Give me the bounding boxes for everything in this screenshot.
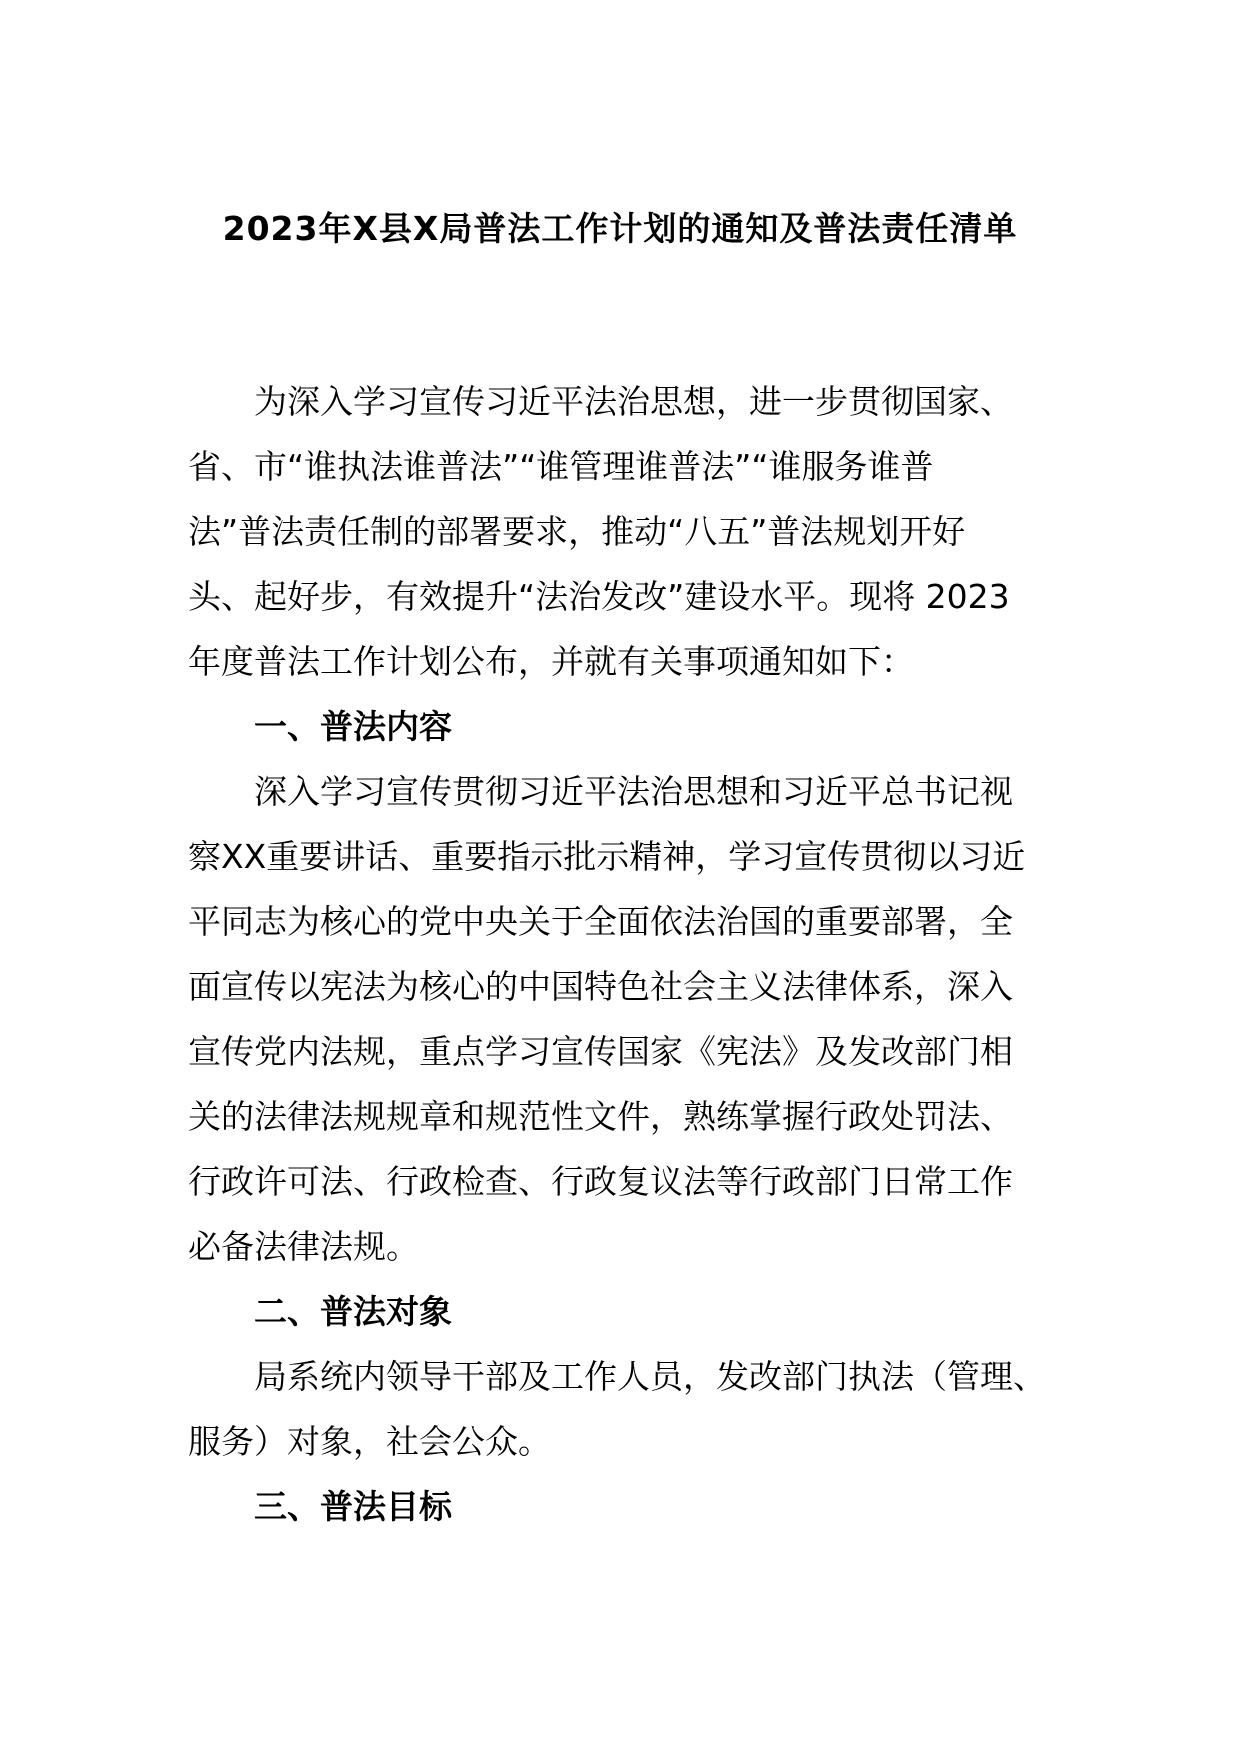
section1-line: 平同志为核心的党中央关于全面依法治国的重要部署，全: [188, 902, 1013, 941]
section-heading-audience: 二、普法对象: [254, 1292, 452, 1331]
intro-line: 年度普法工作计划公布，并就有关事项通知如下：: [188, 642, 914, 681]
section2-line: 服务）对象，社会公众。: [188, 1422, 551, 1461]
section1-line: 面宣传以宪法为核心的中国特色社会主义法律体系，深入: [188, 967, 1013, 1006]
section-heading-goals: 三、普法目标: [254, 1487, 452, 1526]
section1-line: 宣传党内法规，重点学习宣传国家《宪法》及发改部门相: [188, 1032, 1013, 1071]
section1-line: 察XX重要讲话、重要指示批示精神，学习宣传贯彻以习近: [188, 837, 1026, 876]
intro-line: 法”普法责任制的部署要求，推动“八五”普法规划开好: [188, 512, 966, 551]
section1-line: 行政许可法、行政检查、行政复议法等行政部门日常工作: [188, 1162, 1013, 1201]
intro-line: 省、市“谁执法谁普法”“谁管理谁普法”“谁服务谁普: [188, 447, 934, 486]
section-heading-content: 一、普法内容: [254, 707, 452, 746]
document-title: 2023年X县X局普法工作计划的通知及普法责任清单: [222, 209, 1018, 248]
section2-line: 局系统内领导干部及工作人员，发改部门执法（管理、: [254, 1357, 1046, 1396]
section1-line: 关的法律法规规章和规范性文件，熟练掌握行政处罚法、: [188, 1097, 1013, 1136]
section1-line: 深入学习宣传贯彻习近平法治思想和习近平总书记视: [254, 772, 1013, 811]
intro-line: 为深入学习宣传习近平法治思想，进一步贯彻国家、: [254, 382, 1013, 421]
intro-line: 头、起好步，有效提升“法治发改”建设水平。现将 2023: [188, 577, 1010, 616]
document-body: [188, 369, 1058, 1539]
section1-line: 必备法律法规。: [188, 1227, 419, 1266]
